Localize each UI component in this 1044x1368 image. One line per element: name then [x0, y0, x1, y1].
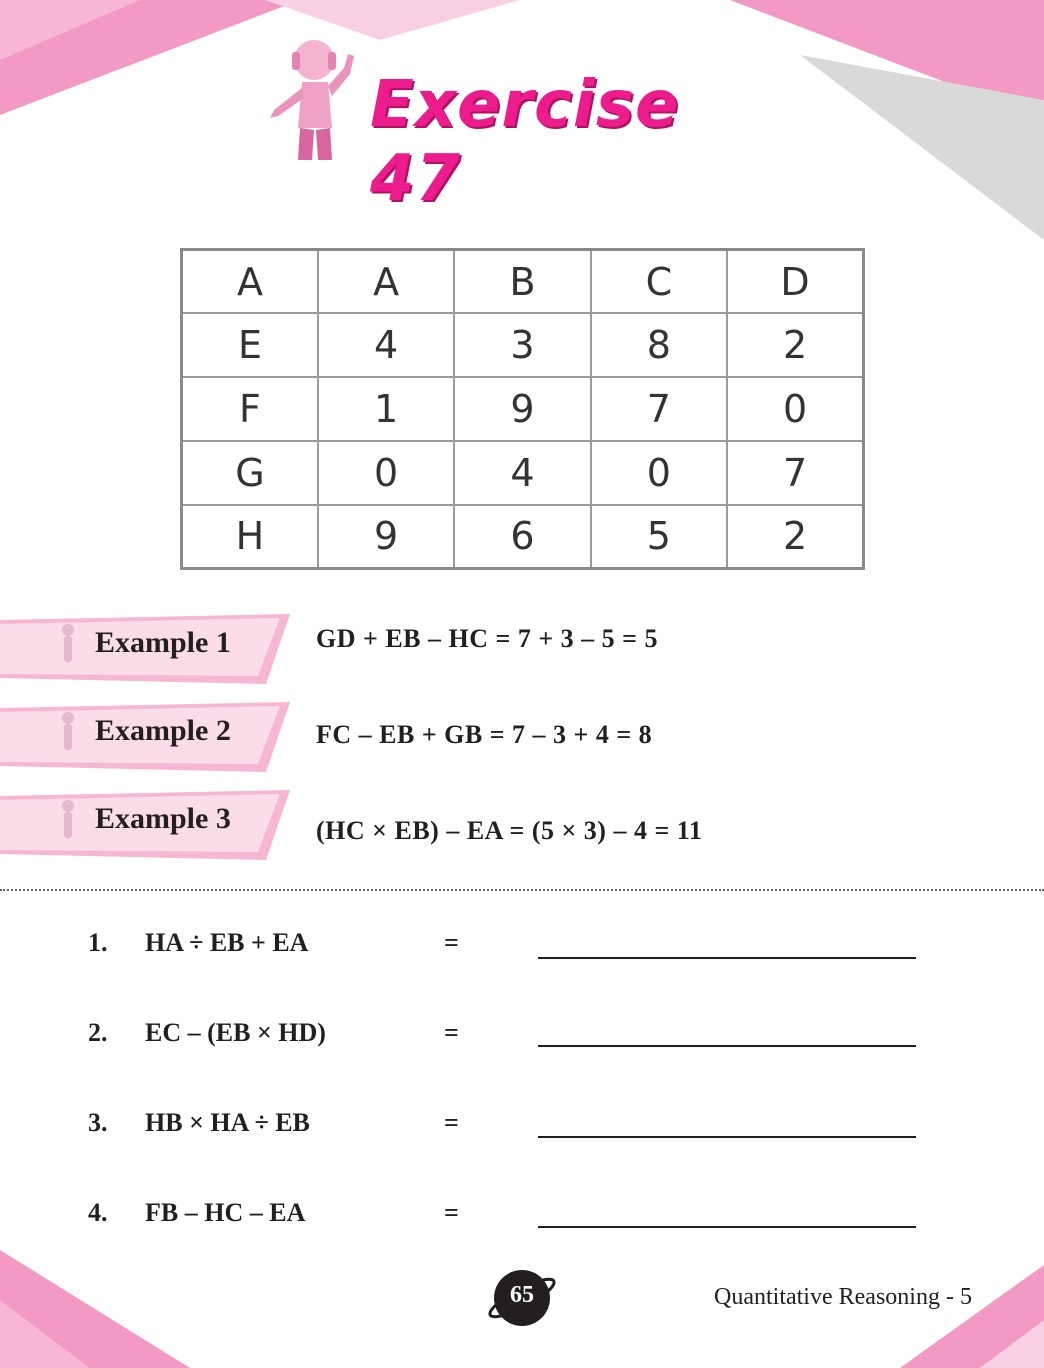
table-cell: 6 — [454, 505, 590, 569]
table-row — [182, 377, 864, 441]
example-3-equation: (HC × EB) – EA = (5 × 3) – 4 = 11 — [316, 816, 703, 845]
page-number: 65 — [510, 1282, 534, 1308]
title-block — [262, 38, 722, 216]
table-cell: H — [182, 505, 318, 569]
table-cell: A — [182, 250, 318, 314]
equals-sign: = — [444, 928, 459, 957]
table-cell: 0 — [591, 441, 727, 505]
table-cell: 9 — [454, 377, 590, 441]
table-cell: 7 — [591, 377, 727, 441]
table-cell: A — [318, 250, 454, 314]
question-expression: FB – HC – EA — [145, 1198, 306, 1227]
page-number-badge — [488, 1268, 556, 1328]
table-row — [182, 250, 864, 314]
example-2-label — [0, 702, 290, 772]
table-cell: 9 — [318, 505, 454, 569]
question-number: 1. — [88, 928, 108, 957]
table-cell: 4 — [318, 313, 454, 377]
example-label-text: Example 3 — [95, 802, 231, 835]
answer-line[interactable] — [538, 957, 916, 959]
table-cell: 5 — [591, 505, 727, 569]
example-label-text: Example 2 — [95, 714, 231, 747]
equals-sign: = — [444, 1108, 459, 1137]
table-cell: 1 — [318, 377, 454, 441]
table-cell: D — [727, 250, 863, 314]
question-number: 4. — [88, 1198, 108, 1227]
example-1-label — [0, 614, 290, 684]
table-cell: 2 — [727, 313, 863, 377]
example-label-text: Example 1 — [95, 626, 231, 659]
girl-character-icon — [262, 38, 362, 168]
question-expression: HB × HA ÷ EB — [145, 1108, 310, 1137]
table-row — [182, 313, 864, 377]
table-cell: C — [591, 250, 727, 314]
letter-number-table — [180, 248, 865, 570]
book-title-footer: Quantitative Reasoning - 5 — [714, 1284, 972, 1310]
table-row — [182, 505, 864, 569]
table-cell: 2 — [727, 505, 863, 569]
table-cell: 4 — [454, 441, 590, 505]
table-cell: 7 — [727, 441, 863, 505]
table-cell: F — [182, 377, 318, 441]
example-2-equation: FC – EB + GB = 7 – 3 + 4 = 8 — [316, 720, 653, 749]
answer-line[interactable] — [538, 1045, 916, 1047]
equals-sign: = — [444, 1018, 459, 1047]
top-center-triangle — [265, 0, 520, 40]
table-cell: B — [454, 250, 590, 314]
table-cell: 8 — [591, 313, 727, 377]
table-cell: 0 — [727, 377, 863, 441]
table-cell: 3 — [454, 313, 590, 377]
question-number: 3. — [88, 1108, 108, 1137]
equals-sign: = — [444, 1198, 459, 1227]
question-expression: HA ÷ EB + EA — [145, 928, 309, 957]
page-title: Exercise 47 — [370, 68, 680, 216]
example-1-equation: GD + EB – HC = 7 + 3 – 5 = 5 — [316, 624, 658, 653]
table-cell: G — [182, 441, 318, 505]
table-cell: 0 — [318, 441, 454, 505]
answer-line[interactable] — [538, 1136, 916, 1138]
question-number: 2. — [88, 1018, 108, 1047]
section-divider — [0, 889, 1044, 891]
answer-line[interactable] — [538, 1226, 916, 1228]
table-cell: E — [182, 313, 318, 377]
example-3-label — [0, 790, 290, 860]
question-expression: EC – (EB × HD) — [145, 1018, 326, 1047]
table-row — [182, 441, 864, 505]
